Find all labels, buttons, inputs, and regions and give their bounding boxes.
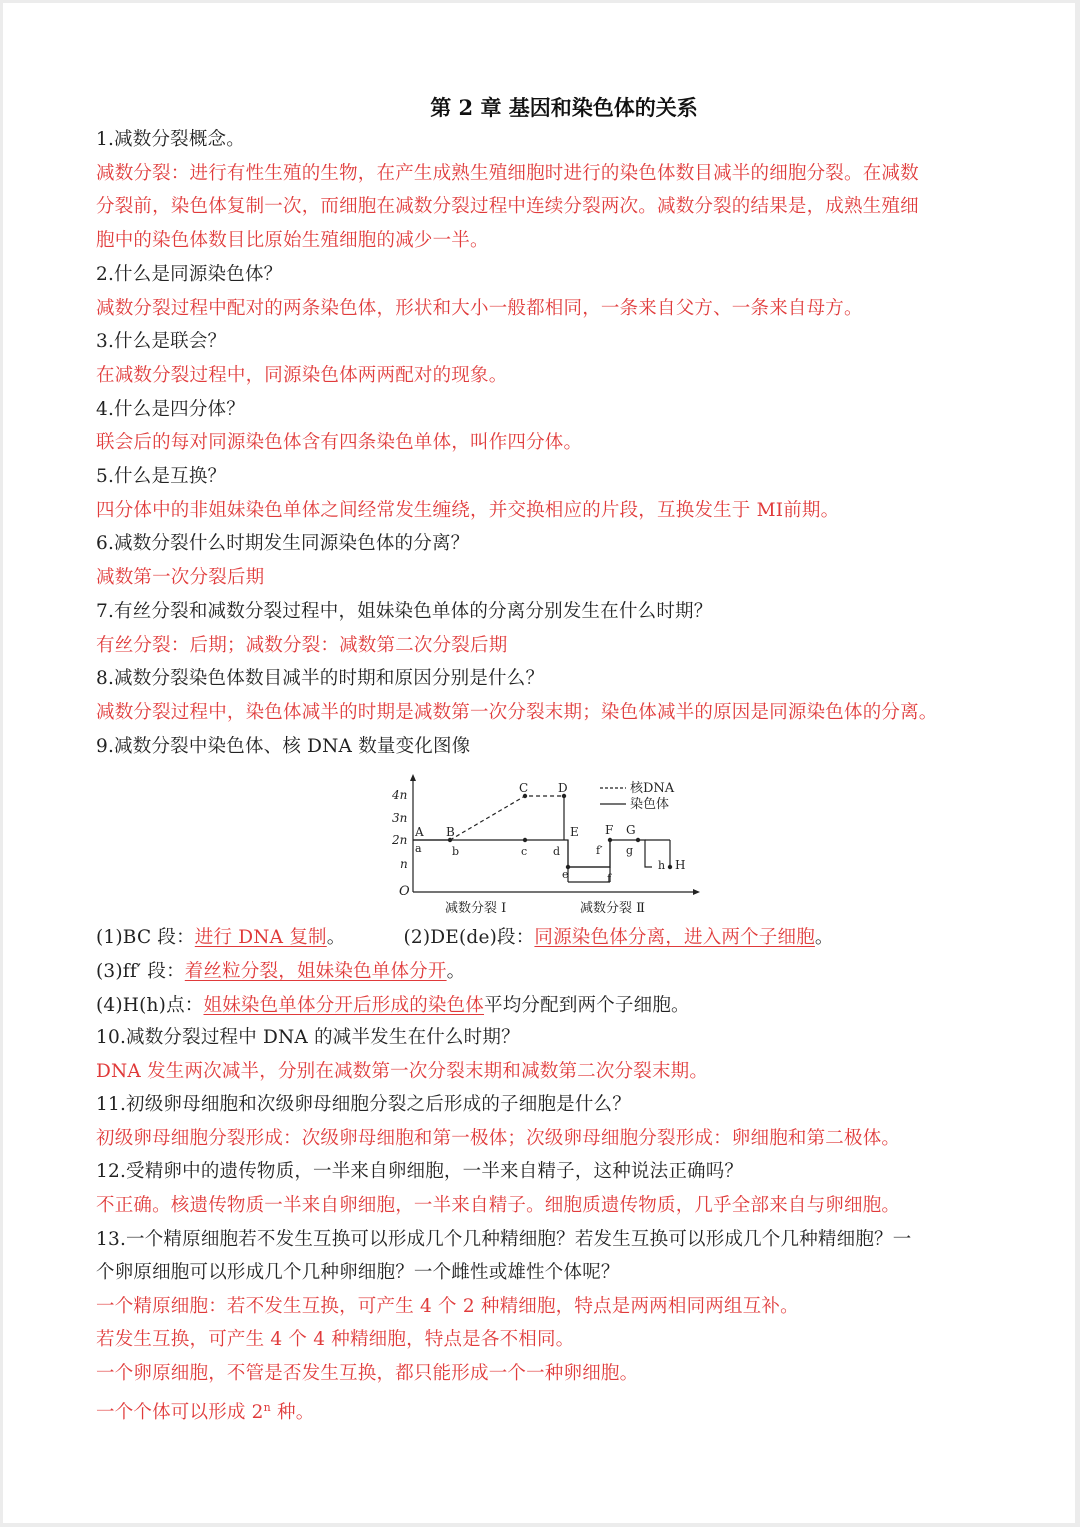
answer-line: DNA 发生两次减半，分别在减数第一次分裂末期和减数第二次分裂末期。 <box>96 1060 709 1082</box>
question-line: 1.减数分裂概念。 <box>96 129 245 150</box>
fill-4-answer: 姐妹染色单体分开后形成的染色体 <box>203 995 485 1016</box>
label-d: d <box>553 845 561 858</box>
y-tick-4n: 4n <box>392 788 408 802</box>
question-line: 3.什么是联会？ <box>96 331 227 353</box>
answer-line: 分裂前，染色体复制一次，而细胞在减数分裂过程中连续分裂两次。减数分裂的结果是，成熟生殖细 <box>96 196 919 218</box>
origin-label: O <box>399 884 410 899</box>
label-f-lower: f <box>607 872 612 885</box>
answer-line: 胞中的染色体数目比原始生殖细胞的减少一半。 <box>96 230 489 252</box>
last-line-sup: n <box>263 1401 271 1414</box>
label-E: E <box>570 825 579 839</box>
fill-2-label: (2)DE(de)段： <box>403 927 535 948</box>
fill-line-1 <box>96 926 834 950</box>
label-F: F <box>605 823 614 837</box>
point-g <box>636 838 640 842</box>
point-h <box>668 865 672 869</box>
fill-2-answer: 同源染色体分离，进入两个子细胞 <box>534 927 815 948</box>
x-label-meiosis-1: 减数分裂 Ⅰ <box>445 901 507 916</box>
answer-line: 减数第一次分裂后期 <box>96 567 265 589</box>
label-g: g <box>626 844 634 857</box>
x-label-meiosis-2: 减数分裂 Ⅱ <box>580 901 645 916</box>
y-tick-2n: 2n <box>392 833 408 847</box>
y-tick-3n: 3n <box>392 811 408 825</box>
label-e: e <box>562 868 569 881</box>
last-answer-line <box>96 1396 314 1425</box>
x-axis-arrow <box>693 889 700 895</box>
question-line: 7.有丝分裂和减数分裂过程中，姐妹染色单体的分离分别发生在什么时期？ <box>96 600 713 622</box>
label-f-prime: f′ <box>596 844 603 857</box>
fill-1-label: (1)BC 段： <box>96 927 195 948</box>
question-line: 4.什么是四分体？ <box>96 398 245 420</box>
label-H: H <box>675 858 686 872</box>
fill-3-answer: 着丝粒分裂，姐妹染色单体分开 <box>184 961 447 982</box>
label-h: h <box>658 859 666 872</box>
y-axis-arrow <box>410 774 416 781</box>
last-line-pre: 一个个体可以形成 2 <box>96 1402 264 1424</box>
dna-box <box>568 840 610 867</box>
answer-line: 减数分裂过程中配对的两条染色体，形状和大小一般都相同，一条来自父方、一条来自母方。 <box>96 297 863 319</box>
label-G: G <box>626 823 636 837</box>
chromosome-line <box>413 840 652 867</box>
legend-dna-label: 核DNA <box>630 781 675 796</box>
answer-line: 减数分裂过程中，染色体减半的时期是减数第一次分裂末期；染色体减半的原因是同源染色体的分离。 <box>96 701 938 723</box>
point-c-lower <box>523 838 527 842</box>
question-line: 9.减数分裂中染色体、核 DNA 数量变化图像 <box>96 735 471 757</box>
question-line: 8.减数分裂染色体数目减半的时期和原因分别是什么？ <box>96 668 545 690</box>
last-line-post: 种。 <box>270 1402 315 1424</box>
label-b: b <box>452 845 460 858</box>
label-D: D <box>558 781 568 795</box>
page-title: 第 2 章 基因和染色体的关系 <box>430 95 698 120</box>
fill-1-answer: 进行 DNA 复制 <box>194 927 327 948</box>
question-line: 2.什么是同源染色体？ <box>96 263 283 285</box>
y-tick-n: n <box>400 857 408 871</box>
answer-line: 一个精原细胞：若不发生互换，可产生 4 个 2 种精细胞，特点是两两相同两组互补。 <box>96 1295 799 1317</box>
label-A: A <box>415 825 424 839</box>
fill-4-end: 平均分配到两个子细胞。 <box>484 995 690 1016</box>
answer-line: 一个卵原细胞，不管是否发生互换，都只能形成一个一种卵细胞。 <box>96 1363 639 1384</box>
label-c: c <box>521 845 528 858</box>
answer-line: 在减数分裂过程中，同源染色体两两配对的现象。 <box>96 364 508 386</box>
fill-1-end: 。 <box>326 927 346 948</box>
question-line: 10.减数分裂过程中 DNA 的减半发生在什么时期？ <box>96 1027 520 1048</box>
label-C: C <box>519 781 529 795</box>
label-B: B <box>446 825 455 839</box>
fill-3-end: 。 <box>446 961 466 982</box>
question-line: 11.初级卵母细胞和次级卵母细胞分裂之后形成的子细胞是什么？ <box>96 1094 631 1116</box>
answer-line: 减数分裂：进行有性生殖的生物，在产生成熟生殖细胞时进行的染色体数目减半的细胞分裂。在减数 <box>96 162 919 184</box>
answer-line: 若发生互换，可产生 4 个 4 种精细胞，特点是各不相同。 <box>96 1329 575 1351</box>
fill-2-end: 。 <box>814 927 834 948</box>
answer-line: 联会后的每对同源染色体含有四条染色单体，叫作四分体。 <box>96 432 583 454</box>
dna-dashed-rise <box>450 796 564 840</box>
question-line: 12.受精卵中的遗传物质，一半来自卵细胞，一半来自精子，这种说法正确吗？ <box>96 1161 744 1183</box>
meiosis-chart <box>390 772 710 922</box>
legend-chromosome-label: 染色体 <box>630 797 670 812</box>
answer-line: 四分体中的非姐妹染色单体之间经常发生缠绕，并交换相应的片段，互换发生于 MⅠ前期。 <box>96 499 840 521</box>
fill-4-label: (4)H(h)点： <box>96 995 204 1016</box>
fill-line-2 <box>96 960 465 984</box>
answer-line: 初级卵母细胞分裂形成：次级卵母细胞和第一极体；次级卵母细胞分裂形成：卵细胞和第二极体。 <box>96 1127 901 1149</box>
point-f <box>608 838 612 842</box>
label-a: a <box>415 842 422 855</box>
question-line: 6.减数分裂什么时期发生同源染色体的分离？ <box>96 533 470 555</box>
fill-line-3 <box>96 994 690 1018</box>
fill-3-label: (3)ff′ 段： <box>96 961 185 982</box>
question-line: 5.什么是互换？ <box>96 466 227 487</box>
question-line: 13.一个精原细胞若不发生互换可以形成几个几种精细胞？若发生互换可以形成几个几种精细胞？一 <box>96 1228 912 1250</box>
answer-line: 不正确。核遗传物质一半来自卵细胞，一半来自精子。细胞质遗传物质，几乎全部来自与卵细胞。 <box>96 1195 901 1216</box>
question-line: 个卵原细胞可以形成几个几种卵细胞？一个雌性或雄性个体呢？ <box>96 1262 620 1284</box>
answer-line: 有丝分裂：后期；减数分裂：减数第二次分裂后期 <box>96 634 508 656</box>
